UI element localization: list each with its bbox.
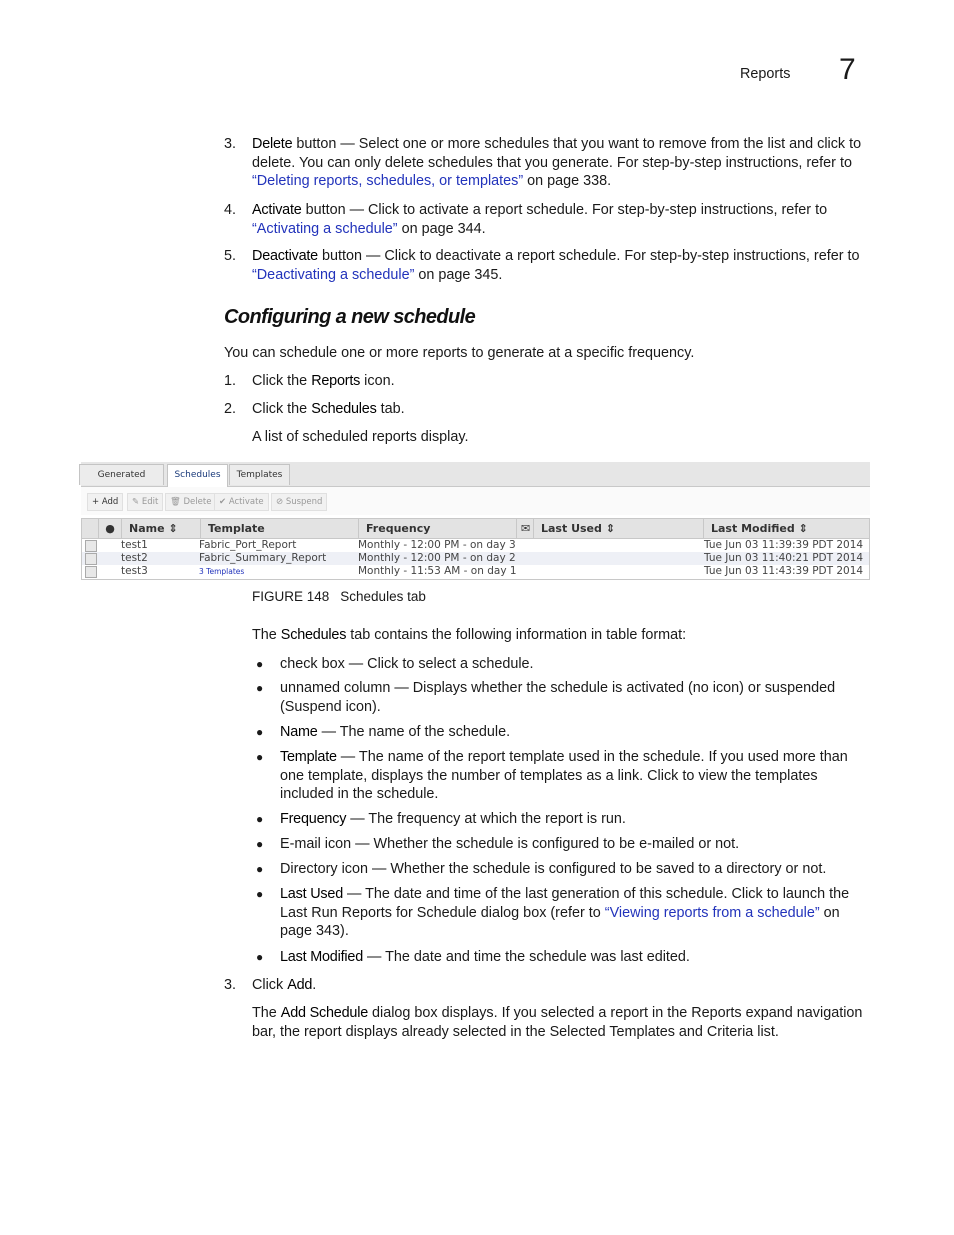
cell-last-modified: Tue Jun 03 11:40:21 PDT 2014 (704, 552, 864, 564)
bullet-icon: ● (256, 837, 264, 851)
tab-schedules[interactable]: Schedules (167, 464, 228, 487)
running-header-section: Reports (740, 66, 791, 82)
add-schedule-label: Add Schedule (280, 1005, 369, 1021)
email-icon: ✉ (517, 519, 534, 538)
table-row[interactable] (82, 565, 869, 578)
bullet-text-after: on page 343). (280, 904, 840, 939)
add-button[interactable] (87, 493, 123, 511)
bullet-item (280, 723, 870, 742)
header-template[interactable]: Template (201, 519, 359, 538)
edit-button-label: Edit (141, 497, 159, 507)
step-number: 2. (224, 401, 237, 417)
add-button-label: Add (101, 497, 119, 507)
final-paragraph (252, 1004, 874, 1041)
cell-name: test3 (121, 565, 148, 577)
bullet-icon: ● (256, 725, 264, 739)
step-click-schedules (252, 400, 869, 419)
section-heading: Configuring a new schedule (224, 306, 476, 328)
trash-icon: 🗑 (170, 497, 181, 507)
bullet-item (280, 860, 870, 879)
deleting-reports-link[interactable]: “Deleting reports, schedules, or templates” (252, 173, 524, 189)
bullet-term: Template (280, 749, 337, 765)
header-last-used[interactable] (534, 519, 704, 538)
schedules-label: Schedules (280, 627, 347, 643)
plus-icon: + (92, 497, 100, 507)
bullet-text: unnamed column — Displays whether the schedule is activated (no icon) or suspended (Suspend icon). (280, 680, 836, 715)
schedules-label: Schedules (311, 401, 377, 417)
sort-icon: ⇕ (605, 522, 615, 535)
text: The (252, 627, 281, 643)
header-name-label: Name (129, 522, 165, 535)
step-text: icon. (360, 373, 395, 389)
chapter-number: 7 (839, 53, 856, 86)
step-text: Click the (252, 373, 312, 389)
header-last-modified-label: Last Modified (711, 522, 795, 535)
bullet-term: Frequency (280, 811, 347, 827)
header-last-modified[interactable] (704, 519, 869, 538)
delete-button[interactable] (165, 493, 216, 511)
step-delete (252, 135, 869, 191)
step-number: 4. (224, 202, 237, 218)
step-click-add (252, 976, 869, 995)
step-text-after: on page 345. (414, 266, 503, 283)
step-number: 5. (224, 248, 237, 264)
activating-schedule-link[interactable]: “Activating a schedule” (252, 220, 398, 237)
table-row[interactable] (82, 539, 869, 552)
text: tab contains the following information in table format: (346, 627, 687, 643)
bullet-icon: ● (256, 812, 264, 826)
bullet-icon: ● (256, 681, 264, 695)
bullet-text: — The date and time the schedule was last edited. (363, 949, 690, 965)
bullet-item (280, 835, 870, 854)
step-text: button — Select one or more schedules that you want to remove from the list and click to delete. You can only delete schedules that you generate. For step-by-step instructions, refer to (252, 136, 862, 171)
suspend-button[interactable] (271, 493, 327, 511)
step-text: button — Click to deactivate a report schedule. For step-by-step instructions, refer to (318, 248, 860, 264)
bullet-icon: ● (256, 657, 264, 671)
activate-button[interactable] (214, 493, 269, 511)
bullet-icon: ● (256, 862, 264, 876)
bullet-text: — The name of the schedule. (317, 724, 511, 740)
step-text-after: on page 344. (397, 220, 486, 237)
bullet-text: Directory icon — Whether the schedule is configured to be saved to a directory or not. (280, 861, 827, 877)
table-row[interactable] (82, 552, 869, 565)
bullet-icon: ● (256, 950, 264, 964)
tab-templates[interactable]: Templates (229, 464, 290, 485)
bullet-item (280, 885, 870, 941)
step-text: . (312, 977, 317, 993)
intro-paragraph: You can schedule one or more reports to generate at a specific frequency. (224, 345, 695, 361)
bullet-item (280, 810, 870, 829)
activate-button-label: Activate (228, 497, 264, 507)
deactivate-label: Deactivate (252, 248, 318, 264)
suspend-icon: ⊘ (276, 497, 284, 507)
header-frequency[interactable]: Frequency (359, 519, 517, 538)
deactivating-schedule-link[interactable]: “Deactivating a schedule” (252, 266, 415, 283)
text: The (252, 1005, 281, 1021)
schedule-table-body (81, 538, 870, 580)
reports-label: Reports (311, 373, 361, 389)
tab-bar (81, 462, 870, 487)
sort-icon: ⇕ (168, 522, 178, 535)
bullet-icon: ● (256, 887, 264, 901)
step-text: tab. (376, 401, 405, 417)
step-number: 1. (224, 373, 237, 389)
add-label: Add (287, 977, 313, 993)
delete-label: Delete (252, 136, 293, 152)
viewing-reports-link[interactable]: “Viewing reports from a schedule” (604, 904, 820, 921)
row-checkbox[interactable] (85, 540, 97, 552)
cell-last-modified: Tue Jun 03 11:39:39 PDT 2014 (704, 539, 864, 551)
toolbar (81, 487, 870, 515)
cell-frequency: Monthly - 12:00 PM - on day 2 (358, 552, 516, 564)
list-note: A list of scheduled reports display. (252, 429, 469, 445)
cell-frequency: Monthly - 11:53 AM - on day 1 (358, 565, 517, 577)
bullet-text: check box — Click to select a schedule. (280, 656, 534, 672)
step-number: 3. (224, 136, 237, 152)
bullet-item (280, 655, 870, 674)
bullet-term: Last Modified (280, 949, 363, 965)
text: dialog box displays. If you selected a report in the Reports expand navigation bar, the report displays already selected in the Selected Templates and Criteria list. (252, 1005, 863, 1040)
figure-title: Schedules tab (340, 589, 426, 604)
tab-generated-reports[interactable]: Generated (79, 464, 164, 485)
step-text: Click (252, 977, 288, 993)
header-checkbox-column (82, 519, 99, 538)
templates-link[interactable]: 3 Templates (199, 567, 245, 576)
bullet-item (280, 948, 870, 967)
sort-icon: ⇕ (798, 522, 808, 535)
row-checkbox[interactable] (85, 553, 97, 565)
cell-last-modified: Tue Jun 03 11:43:39 PDT 2014 (704, 565, 864, 577)
schedules-tab-screenshot (81, 462, 870, 580)
row-checkbox[interactable] (85, 566, 97, 578)
bullet-text: E-mail icon — Whether the schedule is configured to be e-mailed or not. (280, 836, 740, 852)
delete-button-label: Delete (183, 497, 212, 507)
cell-template: Fabric_Summary_Report (199, 552, 327, 564)
step-text: Click the (252, 401, 312, 417)
figure-caption (252, 588, 426, 607)
step-text-after: on page 338. (523, 173, 612, 189)
activate-label: Activate (252, 202, 302, 218)
header-name[interactable] (122, 519, 201, 538)
bullet-icon: ● (256, 750, 264, 764)
status-dot-icon: ● (99, 519, 122, 538)
bullet-item (280, 679, 870, 716)
cell-template: Fabric_Port_Report (199, 539, 297, 551)
bullet-term: Name (280, 724, 318, 740)
suspend-button-label: Suspend (285, 497, 323, 507)
step-deactivate (252, 247, 869, 284)
step-number: 3. (224, 977, 237, 993)
check-icon: ✔ (219, 497, 227, 507)
figure-number: FIGURE 148 (252, 589, 330, 604)
cell-frequency: Monthly - 12:00 PM - on day 3 (358, 539, 516, 551)
pencil-icon: ✎ (132, 497, 140, 507)
step-activate (252, 201, 869, 238)
bullet-text: — The date and time of the last generation of this schedule. Click to launch the Last Run Reports for Schedule dialog box (refer to (280, 886, 850, 921)
table-header (81, 518, 870, 539)
cell-name: test1 (121, 539, 148, 551)
header-last-used-label: Last Used (541, 522, 602, 535)
bullet-item (280, 748, 870, 804)
bullet-term: Last Used (280, 886, 343, 902)
step-click-reports (252, 372, 869, 391)
bullet-text: — The frequency at which the report is run. (346, 811, 626, 827)
edit-button[interactable] (127, 493, 163, 511)
cell-name: test2 (121, 552, 148, 564)
step-text: button — Click to activate a report schedule. For step-by-step instructions, refer to (301, 202, 828, 218)
tab-description (252, 626, 882, 645)
bullet-text: — The name of the report template used in the schedule. If you used more than one template, displays the number of templates as a link. Click to view the templates included in the schedule. (280, 749, 848, 802)
